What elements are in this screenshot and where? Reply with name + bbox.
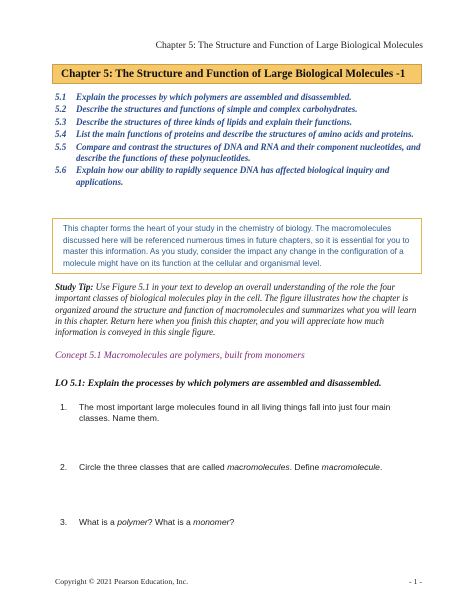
objective-text: Explain the processes by which polymers are assembled and disassembled. (76, 92, 352, 102)
running-header: Chapter 5: The Structure and Function of Large Biological Molecules (155, 40, 423, 51)
objective-number: 5.1 (55, 92, 67, 102)
objective-item (55, 165, 425, 188)
question-text: What is a polymer? What is a monomer? (79, 517, 235, 527)
objective-text: Compare and contrast the structures of DNA and RNA and their component nucleotides, and describe the functions of these polynucleotides. (76, 141, 421, 163)
question-number: 3. (60, 517, 68, 527)
objective-text: Describe the structures of three kinds of lipids and explain their functions. (76, 116, 353, 127)
study-tip-label: Study Tip: (55, 282, 94, 292)
chapter-title-box (52, 64, 422, 84)
objective-item (55, 142, 425, 165)
question-item (60, 462, 420, 473)
objective-text: List the main functions of proteins and describe the structures of amino acids and proteins. (76, 129, 414, 140)
objective-item (55, 129, 425, 140)
question-number: 2. (60, 462, 68, 472)
concept-heading (55, 350, 305, 361)
question-text: Circle the three classes that are called macromolecules. Define macromolecule. (79, 462, 383, 472)
objective-number: 5.5 (55, 141, 67, 152)
objective-number: 5.4 (55, 129, 67, 140)
question-number: 1. (60, 402, 68, 412)
question-text: The most important large molecules found in all living things fall into just four main classes. Name them. (79, 402, 391, 424)
objective-item (55, 92, 425, 103)
concept-text: Macromolecules are polymers, built from monomers (103, 350, 305, 361)
objective-number: 5.3 (55, 116, 67, 127)
objective-number: 5.2 (55, 104, 67, 115)
page-number: - 1 - (409, 577, 422, 586)
copyright-footer: Copyright © 2021 Pearson Education, Inc. (55, 577, 189, 586)
concept-label: Concept 5.1 (55, 350, 102, 361)
objective-item (55, 104, 425, 115)
question-item (60, 517, 420, 528)
objective-text: Explain how our ability to rapidly sequence DNA has affected biological inquiry and applications. (76, 165, 390, 187)
learning-objective-heading: LO 5.1: Explain the processes by which polymers are assembled and disassembled. (55, 378, 382, 389)
question-item (60, 402, 420, 425)
intro-box (52, 218, 422, 274)
intro-text: This chapter forms the heart of your study in the chemistry of biology. The macromolecules discussed here will be referenced numerous times in future chapters, so it is essential for you to master this information. As you study, consider the impact any change in the configuration of a molecule might have on its function at the cellular and organismal level. (63, 224, 410, 268)
chapter-title: Chapter 5: The Structure and Function of Large Biological Molecules -1 (61, 68, 406, 80)
objective-text: Describe the structures and functions of simple and complex carbohydrates. (76, 104, 358, 115)
learning-objectives-list (55, 92, 425, 189)
objective-number: 5.6 (55, 165, 67, 176)
study-tip-text: Use Figure 5.1 in your text to develop an overall understanding of the role the four important classes of biological molecules play in the cell. The figure illustrates how the chapter is organized around the structure and function of macromolecules and summarizes what you will learn in this chapter. Return here when you finish this chapter, and you will appreciate how much information is conveyed in this single figure. (55, 282, 417, 338)
objective-item (55, 117, 425, 128)
study-tip (55, 282, 423, 338)
